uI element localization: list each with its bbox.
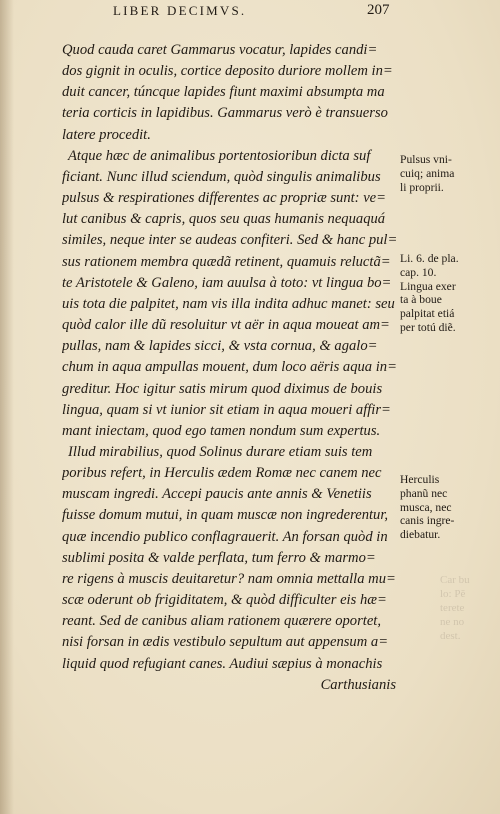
text-line: lut canibus & capris, quos seu quas humanis nequaquá: [62, 211, 386, 228]
main-text-block: [62, 40, 400, 696]
margin-note-line: Li. 6. de pla.: [400, 252, 459, 265]
margin-note-line: li proprii.: [400, 180, 444, 194]
margin-note-hercules: [400, 473, 498, 542]
text-line: lingua, quam si vt iunior sit etiam in aqua moueri affir=: [62, 401, 391, 418]
text-line: duit cancer, túncque lapides fiunt maximi absumpta ma: [62, 84, 385, 101]
margin-note-line: palpitat etiá: [400, 307, 455, 321]
text-line: fuisse domum mutui, in quam muscæ non ingrederentur,: [62, 507, 389, 524]
margin-note-line: musca, nec: [400, 500, 452, 514]
show-through-text: [440, 573, 498, 643]
text-line: greditur. Hoc igitur satis mirum quod diximus de bouis: [62, 380, 383, 397]
running-head: LIBER DECIMVS.: [113, 3, 247, 18]
margin-note-line: cuiq; anima: [400, 166, 455, 180]
text-line: latere procedit.: [62, 126, 151, 143]
catchword: Carthusianis: [320, 676, 396, 693]
margin-note-line: Pulsus vni-: [400, 153, 452, 166]
show-through-line: lo: Pĕ: [440, 588, 466, 600]
gutter-shadow: [0, 0, 14, 814]
show-through-line: dest.: [440, 630, 461, 642]
text-line: Quod cauda caret Gammarus vocatur, lapides candi=: [62, 42, 378, 58]
show-through-line: ne no: [440, 616, 465, 628]
margin-note-line: cap. 10.: [400, 265, 437, 279]
margin-note-pulse: [400, 153, 498, 194]
text-line: sublimi posita & valde perflata, tum ferro & marmo=: [62, 549, 376, 566]
text-line: dos gignit in oculis, cortice deposito duriore mollem in=: [62, 63, 393, 80]
text-line: chum in aqua ampullas mouent, dum loco aëris aqua in=: [62, 359, 397, 376]
folio-number: 207: [367, 2, 390, 18]
text-line: similes, neque inter se audeas confiteri. Sed & hanc pul=: [62, 232, 398, 249]
text-line: te Aristotele & Galeno, iam auulsa à toto: vt lingua bo=: [62, 274, 392, 291]
paragraph-start-line: Atque hæc de animalibus portentosioribun dicta suf: [68, 147, 371, 164]
text-line: poribus refert, in Herculis ædem Romæ nec canem nec: [62, 465, 382, 482]
margin-note-line: ta à boue: [400, 293, 442, 307]
margin-note-line: Herculis: [400, 473, 440, 486]
text-line: muscam ingredi. Accepi paucis ante annis & Venetiis: [62, 486, 372, 503]
text-line: uis tota die palpitet, nam vis illa indita adhuc manet: seu: [62, 295, 395, 312]
margin-note-line: canis ingre-: [400, 514, 455, 528]
text-line: ficiant. Nunc illud sciendum, quòd singulis animalibus: [62, 168, 381, 185]
text-line: scæ oderunt ob frigiditatem, & quòd difficulter eis hæ=: [62, 592, 387, 609]
text-line: reant. Sed de canibus aliam rationem quærere oportet,: [62, 613, 381, 630]
text-line: teria corticis in lapidibus. Gammarus verò è transuerso: [62, 105, 388, 122]
show-through-line: terete: [440, 602, 465, 614]
text-line: re rigens à muscis deuitaretur? nam omnia mettalla mu=: [62, 570, 396, 587]
margin-note-line: phanũ nec: [400, 486, 448, 500]
text-line: sus rationem membra quædã retinent, quamuis reluctã=: [62, 253, 391, 270]
text-line: pulsus & respirationes differentes ac propriæ sunt: ve=: [62, 190, 386, 207]
margin-note-line: per totú diẽ.: [400, 320, 456, 334]
text-line: quæ incendio publico conflagrauerit. An forsan quòd in: [62, 528, 388, 545]
show-through-line: Car bu: [440, 574, 470, 586]
text-line: pullas, nam & lapides sicci, & vsta cornua, & agalo=: [62, 338, 378, 355]
text-line: mant iniectam, quod ego tamen nondum sum expertus.: [62, 422, 381, 439]
text-line: liquid quod refugiant canes. Audiui sæpius à monachis: [62, 655, 383, 672]
text-line: nisi forsan in ædis vestibulo sepultum aut appensum a=: [62, 634, 389, 651]
paragraph-start-line: Illud mirabilius, quod Solinus durare etiam suis tem: [68, 443, 373, 460]
text-line: quòd calor ille dũ resoluitur vt aër in aqua moueat am=: [62, 317, 390, 334]
margin-note-tongue: [400, 252, 498, 335]
margin-note-line: diebatur.: [400, 528, 441, 542]
marginalia-column: [400, 0, 500, 814]
margin-note-line: Lingua exer: [400, 279, 456, 293]
